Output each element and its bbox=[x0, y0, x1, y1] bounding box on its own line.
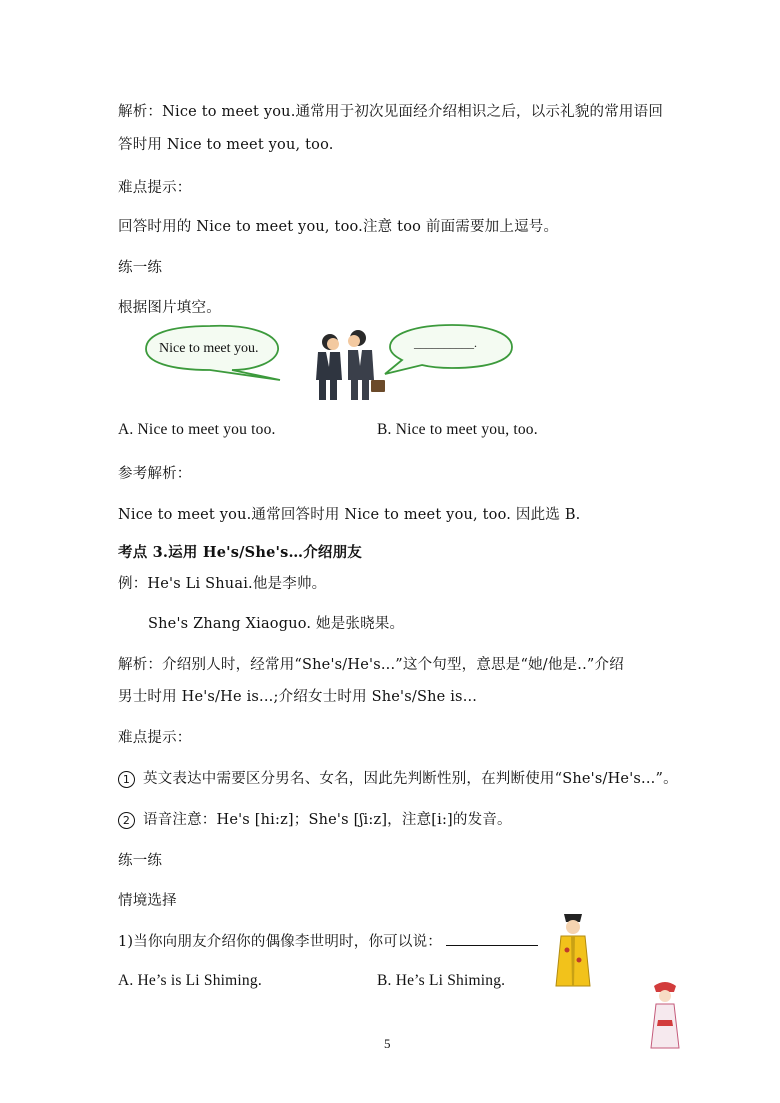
hint-item-2 bbox=[118, 808, 512, 829]
option-b: B. He’s Li Shiming. bbox=[377, 972, 506, 989]
analysis-text-line2: 答时用 Nice to meet you, too. bbox=[118, 137, 334, 153]
example-line2: She's Zhang Xiaoguo. 她是张晓果。 bbox=[148, 616, 405, 632]
option-a: A. Nice to meet you too. bbox=[118, 421, 276, 438]
left-bubble-text: Nice to meet you. bbox=[159, 341, 259, 356]
hint-item-text: 英文表达中需要区分男名、女名，因此先判断性别，在判断使用“She's/He's...”。 bbox=[143, 771, 678, 787]
analysis-text-line1: 解析：Nice to meet you.通常用于初次见面经介绍相识之后，以示礼貌的常用语回 bbox=[118, 104, 664, 120]
circled-number: 2 bbox=[118, 812, 135, 829]
hint-title: 难点提示： bbox=[118, 180, 192, 196]
option-a: A. He’s is Li Shiming. bbox=[118, 972, 262, 989]
reference-text: Nice to meet you.通常回答时用 Nice to meet you, too. 因此选 B. bbox=[118, 507, 581, 523]
hint-item-text: 语音注意：He's [hi:z]；She's [ʃi:z]，注意[i:]的发音。 bbox=[143, 812, 512, 828]
businessman-right-icon bbox=[348, 330, 385, 400]
situation-title: 情境选择 bbox=[118, 893, 177, 909]
page-number: 5 bbox=[384, 1036, 391, 1051]
reference-title: 参考解析： bbox=[118, 466, 192, 482]
right-bubble-blank: __________. bbox=[414, 336, 477, 350]
hint-item-1 bbox=[118, 767, 678, 788]
option-b: B. Nice to meet you, too. bbox=[377, 421, 538, 438]
example-line1: 例：He's Li Shuai.他是李帅。 bbox=[118, 576, 327, 592]
analysis-text-line1: 解析：介绍别人时，经常用“She's/He's...”这个句型，意思是“她/他是..”介绍 bbox=[118, 657, 624, 673]
hint-title: 难点提示： bbox=[118, 730, 192, 746]
question-1 bbox=[118, 930, 538, 951]
answer-blank bbox=[446, 933, 538, 946]
question-text: 1)当你向朋友介绍你的偶像李世明时，你可以说： bbox=[118, 934, 442, 950]
hint-text: 回答时用的 Nice to meet you, too.注意 too 前面需要加上逗号。 bbox=[118, 219, 559, 235]
practice-instruction: 根据图片填空。 bbox=[118, 300, 221, 316]
businessman-left-icon bbox=[316, 334, 342, 400]
lady-figure-icon bbox=[646, 980, 684, 1052]
dialogue-illustration bbox=[140, 322, 530, 406]
practice-title: 练一练 bbox=[118, 853, 163, 869]
circled-number: 1 bbox=[118, 771, 135, 788]
practice-title: 练一练 bbox=[118, 260, 163, 276]
analysis-text-line2: 男士时用 He's/He is...;介绍女士时用 She's/She is... bbox=[118, 689, 478, 705]
section-heading: 考点 3.运用 He's/She's…介绍朋友 bbox=[118, 544, 362, 561]
emperor-figure-icon bbox=[552, 908, 594, 990]
